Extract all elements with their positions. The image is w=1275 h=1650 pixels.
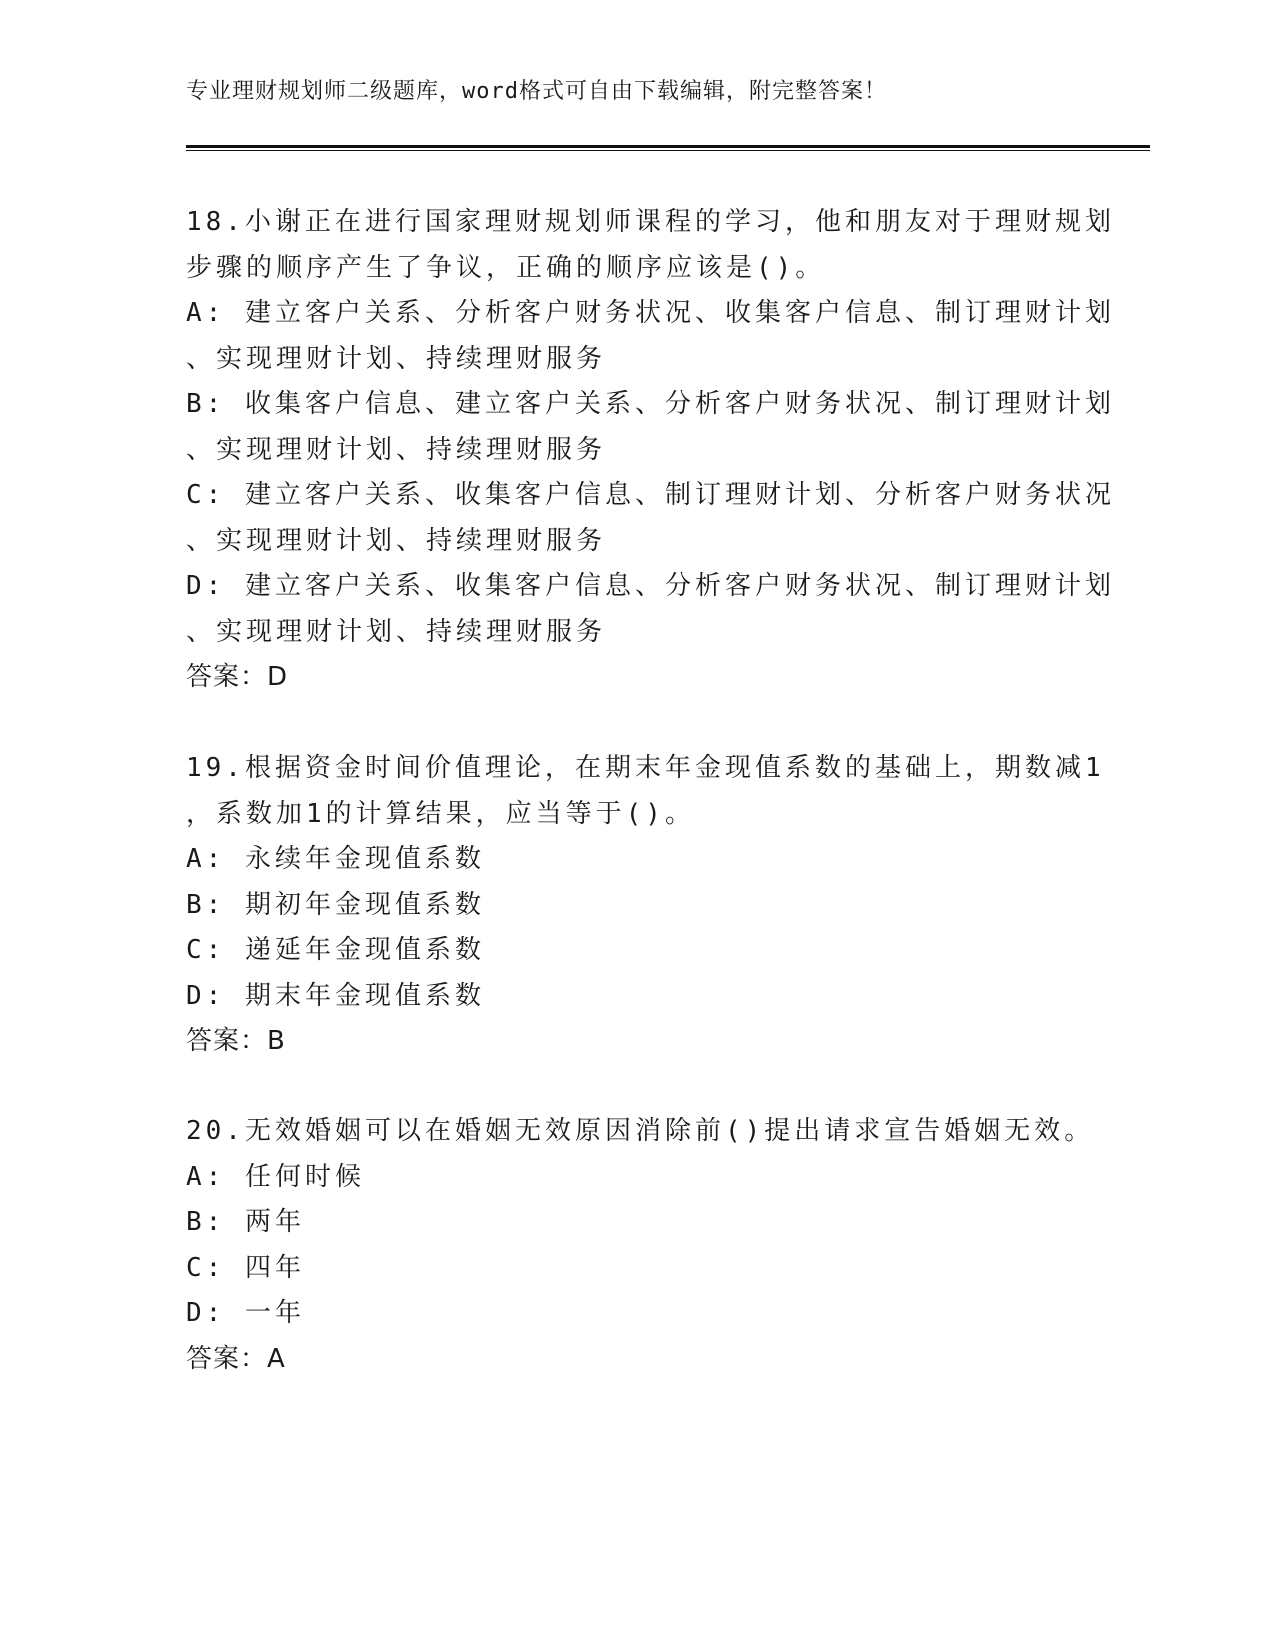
option-a-line: A: 建立客户关系、分析客户财务状况、收集客户信息、制订理财计划	[186, 298, 1115, 328]
question-stem-line: 步骤的顺序产生了争议，正确的顺序应该是()。	[186, 252, 826, 283]
question-stem-line: 20.无效婚姻可以在婚姻无效原因消除前()提出请求宣告婚姻无效。	[186, 1116, 1095, 1146]
answer-line: 答案：B	[186, 1026, 286, 1056]
answer-line: 答案：A	[186, 1343, 286, 1374]
option-d-line: 、实现理财计划、持续理财服务	[186, 616, 607, 647]
header-divider-thick	[186, 145, 1150, 148]
option-d-line: D: 建立客户关系、收集客户信息、分析客户财务状况、制订理财计划	[186, 571, 1115, 601]
header-divider-thin	[186, 150, 1150, 151]
option-a-line: 、实现理财计划、持续理财服务	[186, 343, 607, 374]
option-d-line: D: 一年	[186, 1298, 305, 1328]
option-a-line: A: 任何时候	[186, 1161, 365, 1192]
option-d-line: D: 期末年金现值系数	[186, 980, 485, 1011]
option-b-line: B: 收集客户信息、建立客户关系、分析客户财务状况、制订理财计划	[186, 389, 1115, 419]
page-header: 专业理财规划师二级题库，word格式可自由下载编辑，附完整答案！	[186, 79, 887, 104]
answer-line: 答案：D	[186, 662, 289, 692]
option-c-line: C: 递延年金现值系数	[186, 935, 485, 965]
question-20	[186, 1109, 1095, 1382]
option-c-line: 、实现理财计划、持续理财服务	[186, 525, 607, 556]
option-c-line: C: 建立客户关系、收集客户信息、制订理财计划、分析客户财务状况	[186, 480, 1115, 510]
question-stem-line: 18.小谢正在进行国家理财规划师课程的学习，他和朋友对于理财规划	[186, 207, 1115, 237]
question-stem-line: 19.根据资金时间价值理论，在期末年金现值系数的基础上，期数减1	[186, 753, 1105, 783]
question-18	[186, 200, 1115, 701]
option-a-line: A: 永续年金现值系数	[186, 844, 485, 874]
question-19	[186, 746, 1105, 1065]
option-b-line: B: 期初年金现值系数	[186, 889, 485, 920]
option-b-line: B: 两年	[186, 1207, 305, 1237]
question-stem-line: ，系数加1的计算结果，应当等于()。	[186, 798, 695, 829]
option-c-line: C: 四年	[186, 1252, 305, 1283]
option-b-line: 、实现理财计划、持续理财服务	[186, 434, 607, 465]
